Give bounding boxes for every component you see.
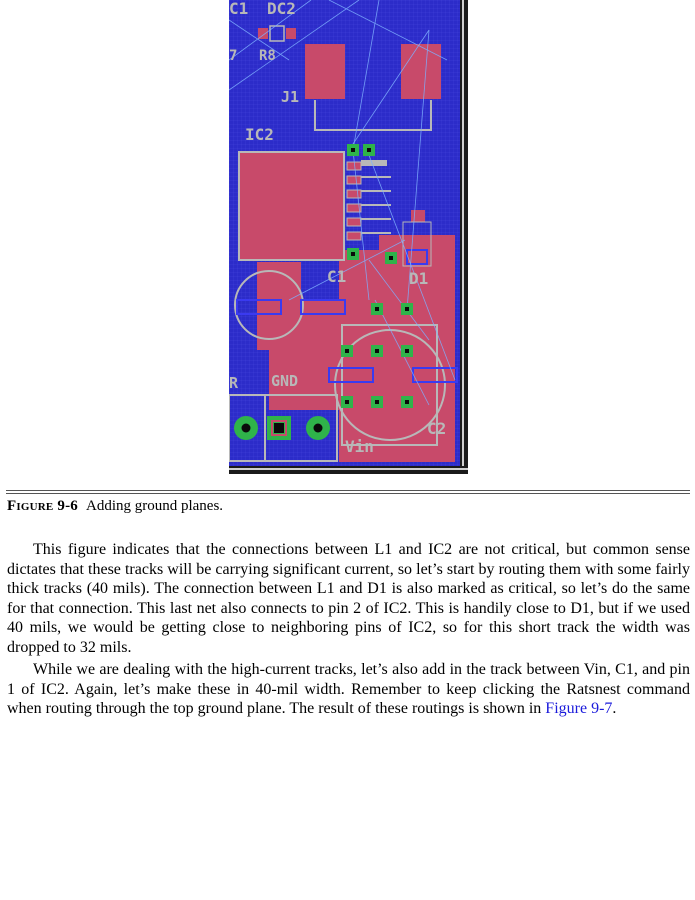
- paragraph-2: [7, 660, 690, 719]
- ic2-body: [239, 152, 344, 260]
- silk-label-seven: 7: [229, 48, 238, 64]
- silk-label-ic2: IC2: [245, 125, 274, 144]
- silk-label-c1-top: C1: [229, 0, 249, 18]
- connector-pads: [234, 416, 330, 440]
- pcb-layout-figure: [229, 0, 468, 474]
- paragraph-1-text: This figure indicates that the connections between L1 and IC2 are not critical, but common sense dictates that these tracks will be carrying significant current, so let’s start by routing them with some fairly thick tracks (40 mils). The connection between L1 and D1 is also marked as critical, so let’s do the same for that connection. This last net also connects to pin 2 of IC2. This is handily close to D1, but if we used 40 mils, we would be getting close to neighboring pins of IC2, so for this short track the width was dropped to 32 mils.: [7, 541, 690, 656]
- silk-label-vin: Vin: [345, 437, 374, 456]
- j1-pad-right: [401, 44, 441, 99]
- caption-rule-bottom: [6, 493, 690, 494]
- silk-label-j1: J1: [281, 88, 300, 106]
- silk-label-r: R: [229, 374, 239, 392]
- silk-label-r8: R8: [259, 48, 276, 64]
- silk-label-gnd: GND: [271, 372, 299, 390]
- silk-label-c1: C1: [327, 267, 347, 286]
- paragraph-2-text: While we are dealing with the high-current tracks, let’s also add in the track between Vin, C1, and pin 1 of IC2. Again, let’s make these in 40-mil width. Remember to keep clicking the Ratsnest command when routing through the top ground plane. The result of these routings is shown in: [7, 661, 690, 717]
- silk-label-d1: D1: [409, 269, 429, 288]
- figure-9-7-link[interactable]: Figure 9-7: [545, 700, 613, 717]
- figure-caption-text: Adding ground planes.: [85, 498, 224, 514]
- body-text: [7, 540, 690, 722]
- paragraph-2-end: .: [612, 700, 617, 717]
- figure-caption: [7, 497, 223, 515]
- silk-label-dc2: DC2: [267, 0, 296, 18]
- paragraph-1: [7, 540, 690, 657]
- silk-label-c2: C2: [427, 419, 447, 438]
- j1-pad-left: [305, 44, 345, 99]
- figure-caption-label: Figure 9-6: [7, 498, 78, 514]
- caption-rule-top: [6, 490, 690, 491]
